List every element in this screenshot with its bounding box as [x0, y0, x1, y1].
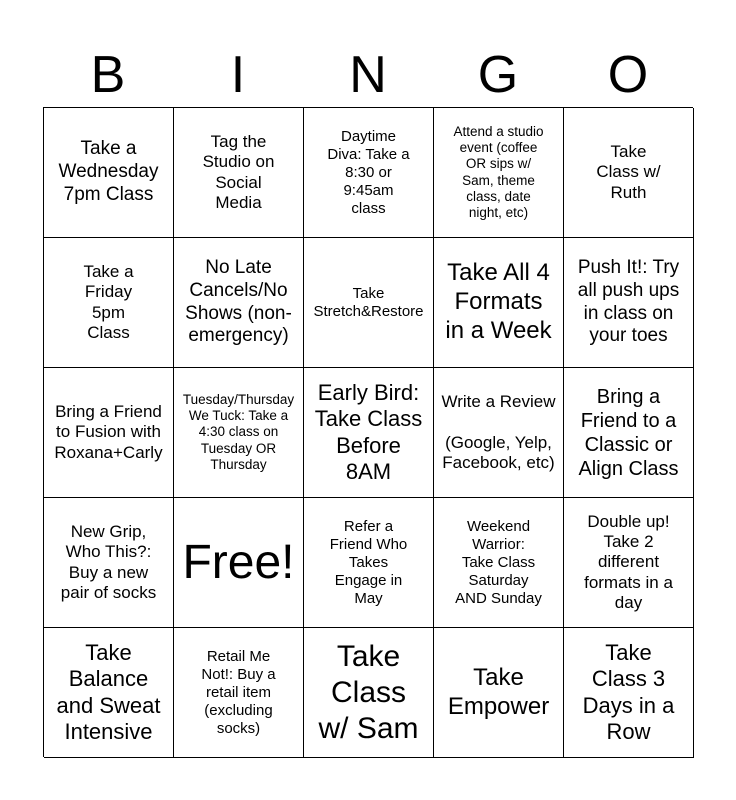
bingo-cell	[564, 368, 694, 498]
bingo-cell	[44, 498, 174, 628]
cell-text: Take All 4 Formats in a Week	[445, 259, 552, 344]
bingo-cell	[304, 108, 434, 238]
bingo-cell	[174, 368, 304, 498]
header-letter-b: B	[90, 46, 126, 104]
bingo-cell	[564, 628, 694, 758]
bingo-cell	[174, 628, 304, 758]
cell-text: Push It!: Try all push ups in class on your toes	[577, 256, 680, 347]
bingo-cell	[174, 238, 304, 368]
bingo-cell	[44, 238, 174, 368]
cell-text: Bring a Friend to a Classic or Align Class	[578, 385, 679, 480]
bingo-cell	[174, 108, 304, 238]
bingo-cell	[564, 238, 694, 368]
cell-text: Take Class w/ Sam	[318, 639, 419, 745]
cell-text: Take a Friday 5pm Class	[83, 261, 134, 342]
cell-text: Tag the Studio on Social Media	[202, 131, 275, 212]
cell-text: Take Stretch&Restore	[313, 284, 424, 320]
free-space-text: Free!	[182, 535, 295, 589]
bingo-cell	[44, 108, 174, 238]
cell-text: New Grip, Who This?: Buy a new pair of socks	[60, 521, 157, 602]
bingo-cell	[564, 498, 694, 628]
bingo-cell	[44, 368, 174, 498]
cell-text: Take Class w/ Ruth	[596, 141, 661, 202]
cell-text: Refer a Friend Who Takes Engage in May	[329, 517, 408, 607]
header-letter-i: I	[230, 46, 246, 104]
cell-text: Write a Review (Google, Yelp, Facebook, etc)	[441, 391, 556, 472]
cell-text: Take a Wednesday 7pm Class	[58, 138, 159, 205]
cell-text: Retail Me Not!: Buy a retail item (excluding socks)	[201, 647, 276, 737]
bingo-cell	[304, 368, 434, 498]
bingo-grid	[43, 107, 693, 757]
cell-text: Take Balance and Sweat Intensive	[56, 639, 161, 744]
cell-text: Daytime Diva: Take a 8:30 or 9:45am class	[327, 127, 410, 217]
bingo-cell	[304, 498, 434, 628]
bingo-cell	[564, 108, 694, 238]
cell-text: Tuesday/Thursday We Tuck: Take a 4:30 class on Tuesday OR Thursday	[182, 392, 295, 472]
cell-text: Weekend Warrior: Take Class Saturday AND Sunday	[455, 517, 542, 607]
bingo-cell	[434, 628, 564, 758]
header-letter-o: O	[607, 46, 649, 104]
cell-text: Early Bird: Take Class Before 8AM	[314, 379, 423, 484]
cell-text: Attend a studio event (coffee OR sips w/ Sam, theme class, date night, etc)	[453, 123, 544, 220]
cell-text: No Late Cancels/No Shows (non- emergency)	[185, 256, 292, 347]
header-letter-n: N	[349, 46, 387, 104]
bingo-cell	[304, 628, 434, 758]
header-letter-g: G	[477, 46, 519, 104]
bingo-cell	[44, 628, 174, 758]
cell-text: Bring a Friend to Fusion with Roxana+Carly	[54, 401, 163, 462]
free-space-cell	[174, 498, 304, 628]
bingo-cell	[304, 238, 434, 368]
bingo-cell	[434, 238, 564, 368]
bingo-cell	[434, 498, 564, 628]
cell-text: Take Class 3 Days in a Row	[582, 639, 675, 744]
cell-text: Take Empower	[447, 663, 550, 720]
bingo-cell	[434, 108, 564, 238]
bingo-header	[43, 44, 693, 106]
cell-text: Double up! Take 2 different formats in a day	[584, 511, 673, 613]
bingo-cell	[434, 368, 564, 498]
